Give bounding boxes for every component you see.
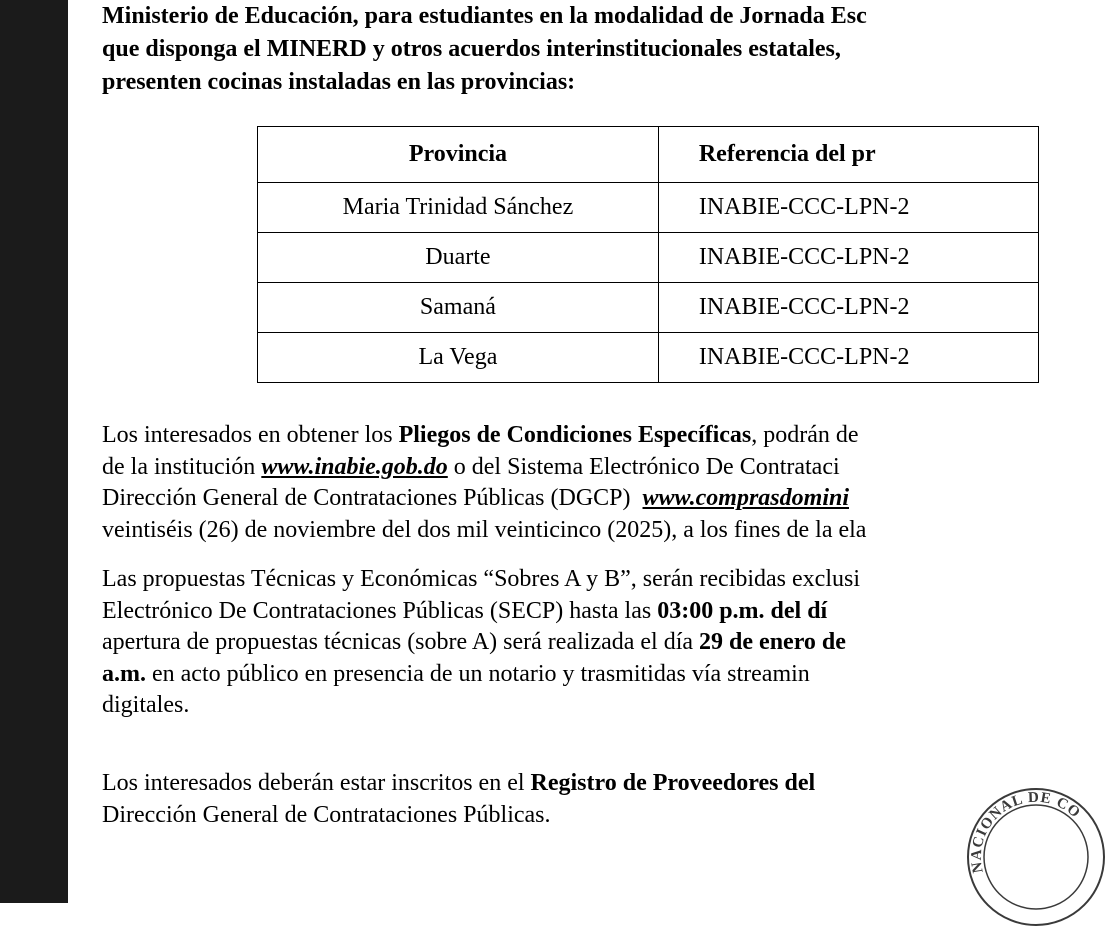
text-segment: Los interesados en obtener los xyxy=(102,422,399,448)
scan-left-edge xyxy=(0,0,68,903)
text-line xyxy=(102,768,815,800)
intro-line: Ministerio de Educación, para estudiantes en la modalidad de Jornada Esc xyxy=(102,3,867,29)
table-header-row xyxy=(258,127,1039,183)
text-segment: Electrónico De Contrataciones Públicas (SECP) hasta las xyxy=(102,597,658,624)
registro-term: Registro de Proveedores del xyxy=(530,770,816,796)
seal-text: NACIONAL DE CO xyxy=(968,789,1084,875)
text-line xyxy=(102,627,860,659)
intro-line: presenten cocinas instaladas en las provincias: xyxy=(102,69,576,95)
pliegos-term: Pliegos de Condiciones Específicas xyxy=(398,422,752,448)
text-line: Las propuestas Técnicas y Económicas “Sobres A y B”, serán recibidas exclusi xyxy=(102,566,861,592)
table-cell-referencia: INABIE-CCC-LPN-2 xyxy=(658,283,1038,333)
text-line xyxy=(102,659,860,691)
provinces-table xyxy=(257,126,1039,383)
text-segment: apertura de propuestas técnicas (sobre A) será realizada el día xyxy=(102,629,700,655)
table-header-referencia: Referencia del pr xyxy=(658,127,1038,183)
table-cell-provincia: Maria Trinidad Sánchez xyxy=(258,183,659,233)
table-cell-provincia: Samaná xyxy=(258,283,659,333)
opening-time: a.m. xyxy=(102,660,146,687)
table-row xyxy=(258,283,1039,333)
deadline-time: 03:00 p.m. del dí xyxy=(657,597,828,624)
paragraph-pliegos xyxy=(102,420,866,546)
text-line: Dirección General de Contrataciones Públicas. xyxy=(102,801,551,828)
text-segment: Dirección General de Contrataciones Públicas (DGCP) xyxy=(102,485,643,511)
text-segment: Los interesados deberán estar inscritos en el xyxy=(102,770,531,796)
table-header-provincia: Provincia xyxy=(258,127,659,183)
document-page xyxy=(68,0,1084,903)
text-segment: en acto público en presencia de un notario y trasmitidas vía streamin xyxy=(146,660,810,687)
text-line xyxy=(102,452,866,484)
table-row xyxy=(258,233,1039,283)
inabie-link[interactable]: www.inabie.gob.do xyxy=(261,453,448,480)
table-cell-provincia: La Vega xyxy=(258,333,659,383)
text-segment: o del Sistema Electrónico De Contrataci xyxy=(447,453,840,480)
intro-line: que disponga el MINERD y otros acuerdos interinstitucionales estatales, xyxy=(102,36,841,62)
paragraph-registro xyxy=(102,768,815,831)
text-line: veintiséis (26) de noviembre del dos mil veinticinco (2025), a los fines de la ela xyxy=(102,516,867,543)
text-segment: , podrán de xyxy=(751,422,859,448)
text-line xyxy=(102,596,860,628)
text-segment: de la institución xyxy=(102,453,262,480)
text-line xyxy=(102,483,866,515)
table-row xyxy=(258,183,1039,233)
table-cell-referencia: INABIE-CCC-LPN-2 xyxy=(658,333,1038,383)
intro-paragraph xyxy=(102,0,867,99)
paragraph-propuestas xyxy=(102,564,860,722)
table-cell-referencia: INABIE-CCC-LPN-2 xyxy=(658,183,1038,233)
svg-text:NACIONAL DE CO xyxy=(969,790,1084,874)
opening-date: 29 de enero de xyxy=(699,629,846,655)
table-row xyxy=(258,333,1039,383)
table-cell-referencia: INABIE-CCC-LPN-2 xyxy=(658,233,1038,283)
table-cell-provincia: Duarte xyxy=(258,233,659,283)
text-line: digitales. xyxy=(102,692,190,718)
text-line xyxy=(102,420,866,452)
official-seal-stamp xyxy=(961,782,1111,932)
compras-link[interactable]: www.comprasdomini xyxy=(642,485,849,511)
